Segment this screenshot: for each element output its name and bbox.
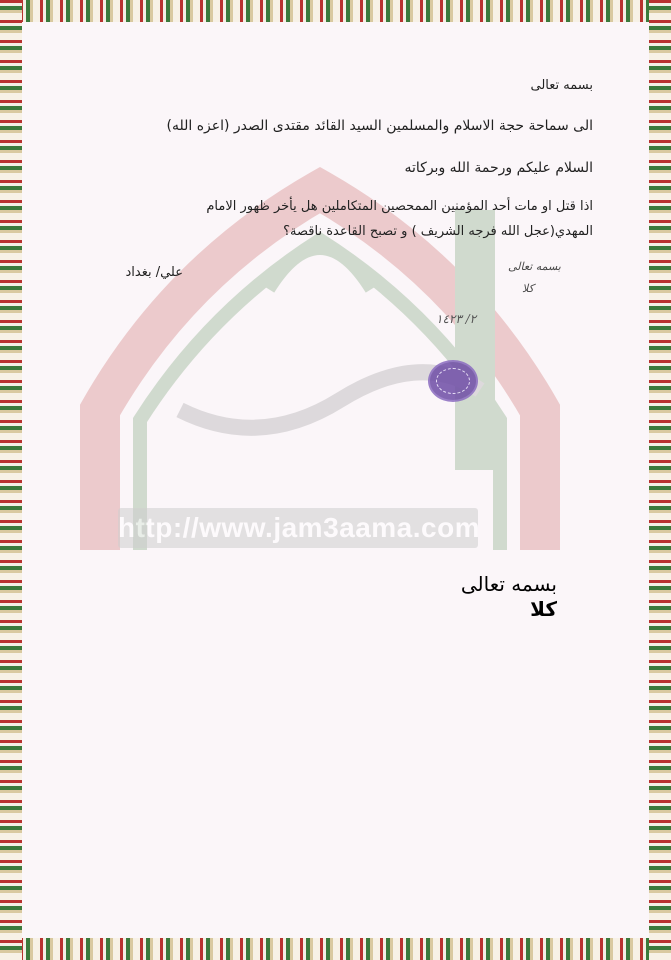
handwritten-basmala: بسمه تعالى (508, 260, 561, 273)
letter-question-line1: اذا قتل او مات أحد المؤمنين الممحصين المتكاملين هل يأخر ظهور الامام (206, 199, 593, 214)
decorative-border-left (0, 0, 22, 960)
official-stamp (428, 360, 478, 402)
letter-greeting: السلام عليكم ورحمة الله وبركاته (404, 160, 593, 176)
decorative-border-bottom (0, 938, 671, 960)
letter-addressee: الى سماحة حجة الاسلام والمسلمين السيد القائد مقتدى الصدر (اعزه الله) (166, 118, 593, 134)
decorative-border-right (649, 0, 671, 960)
typed-basmala: بسمه تعالى (460, 572, 557, 596)
letter-basmala: بسمه تعالى (530, 78, 593, 93)
handwritten-date: ٢/ ١٤٢٣ (436, 312, 477, 326)
watermark-url: http://www.jam3aama.com (118, 508, 478, 548)
letter-signature: علي/ بغداد (125, 265, 183, 280)
letter-question-line2: المهدي(عجل الله فرجه الشريف ) و تصبح القاعدة ناقصة؟ (283, 224, 593, 239)
decorative-border-top (0, 0, 671, 22)
handwritten-answer: كلا (522, 282, 534, 295)
typed-answer: كلا (530, 597, 557, 621)
